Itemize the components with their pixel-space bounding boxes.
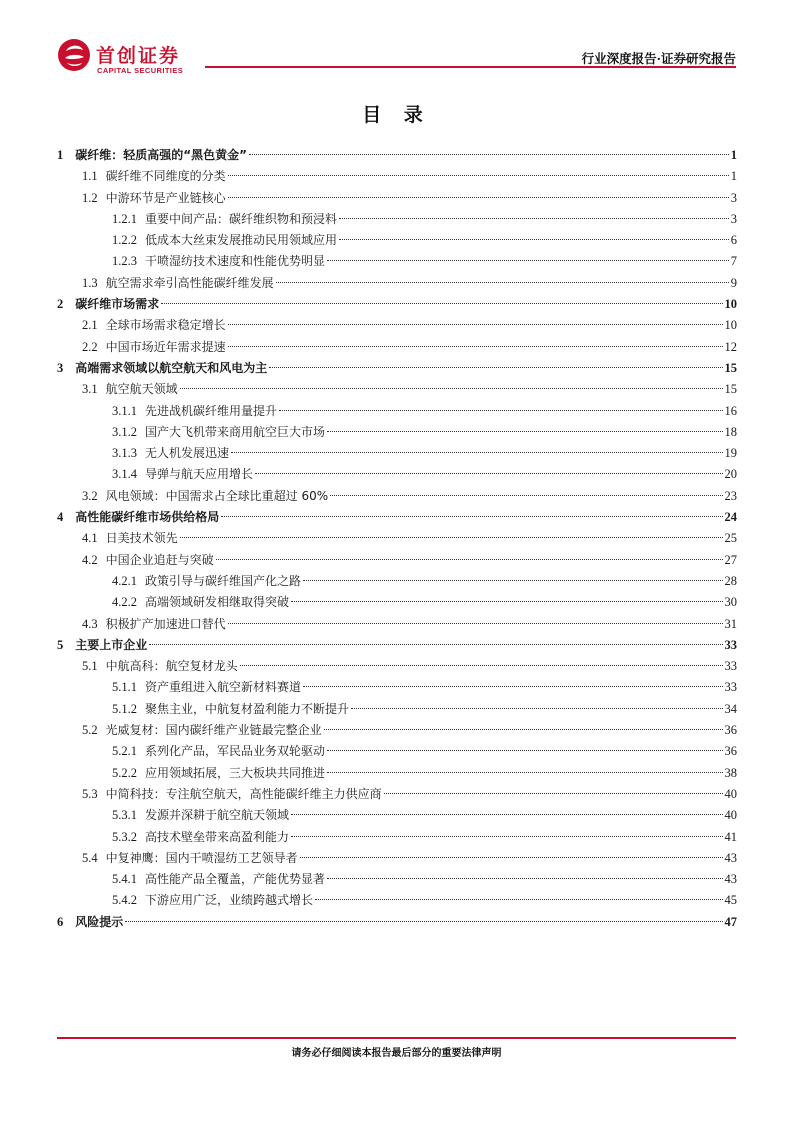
toc-entry-page-number: 36 <box>724 744 737 759</box>
toc-entry-label: 干喷湿纺技术速度和性能优势明显 <box>145 254 326 269</box>
toc-entry[interactable] <box>57 358 737 379</box>
toc-entry[interactable] <box>57 912 737 933</box>
logo-chinese-name: 首创证券 <box>96 45 181 67</box>
toc-leader-dots <box>324 729 723 730</box>
toc-entry[interactable] <box>57 188 737 209</box>
toc-entry-number: 2.1 <box>82 318 98 333</box>
toc-entry-label: 高性能碳纤维市场供给格局 <box>75 510 220 525</box>
toc-entry-label: 风险提示 <box>75 914 124 929</box>
toc-entry-page-number: 12 <box>724 339 737 354</box>
report-type-tag: 行业深度报告·证券研究报告 <box>581 51 736 66</box>
toc-leader-dots <box>303 686 722 687</box>
toc-entry-number: 4 <box>57 510 64 525</box>
toc-entry-page-number: 10 <box>724 318 737 333</box>
toc-entry-number: 5.1.1 <box>112 680 137 695</box>
company-logo <box>57 38 217 78</box>
toc-entry-number: 5.1.2 <box>112 701 137 716</box>
toc-entry[interactable] <box>57 379 737 400</box>
toc-entry[interactable] <box>57 827 737 848</box>
toc-entry-page-number: 38 <box>724 765 737 780</box>
toc-entry[interactable] <box>57 805 737 826</box>
toc-entry-page-number: 3 <box>730 190 737 205</box>
toc-entry-page-number: 20 <box>724 467 737 482</box>
header-divider <box>205 66 736 68</box>
toc-leader-dots <box>228 197 729 198</box>
toc-entry[interactable] <box>57 677 737 698</box>
toc-entry-number: 4.3 <box>82 616 98 631</box>
toc-entry-page-number: 24 <box>724 510 737 525</box>
toc-entry-page-number: 1 <box>730 148 737 162</box>
toc-entry[interactable] <box>57 741 737 762</box>
toc-entry-page-number: 33 <box>724 637 737 652</box>
toc-entry-number: 1 <box>57 148 64 162</box>
toc-entry-label: 全球市场需求稳定增长 <box>105 318 226 333</box>
toc-entry-page-number: 9 <box>730 275 737 290</box>
toc-leader-dots <box>315 899 722 900</box>
toc-entry-label: 国产大飞机带来商用航空巨大市场 <box>145 424 326 439</box>
toc-entry-page-number: 41 <box>724 829 737 844</box>
toc-leader-dots <box>221 516 722 517</box>
toc-entry-label: 碳纤维不同维度的分类 <box>105 169 226 184</box>
toc-leader-dots <box>339 218 729 219</box>
toc-entry-page-number: 43 <box>724 850 737 865</box>
toc-entry-label: 中航高科：航空复材龙头 <box>105 659 238 674</box>
toc-entry-number: 1.3 <box>82 275 98 290</box>
toc-entry-number: 5.4.2 <box>112 893 137 908</box>
toc-entry-number: 2 <box>57 297 64 312</box>
toc-entry-number: 6 <box>57 914 64 929</box>
toc-entry-page-number: 36 <box>724 723 737 738</box>
toc-leader-dots <box>125 921 722 922</box>
toc-entry[interactable] <box>57 656 737 677</box>
toc-entry-label: 系列化产品，军民品业务双轮驱动 <box>145 744 326 759</box>
toc-entry-page-number: 47 <box>724 914 737 929</box>
toc-entry[interactable] <box>57 294 737 315</box>
toc-leader-dots <box>303 580 722 581</box>
toc-entry-number: 3.1.4 <box>112 467 137 482</box>
toc-entry-label: 资产重组进入航空新材料赛道 <box>145 680 302 695</box>
toc-leader-dots <box>327 431 722 432</box>
toc-entry[interactable] <box>57 145 737 166</box>
toc-entry-number: 4.2 <box>82 552 98 567</box>
toc-entry-page-number: 40 <box>724 786 737 801</box>
toc-entry-label: 高端需求领域以航空航天和风电为主 <box>75 360 268 375</box>
toc-leader-dots <box>180 388 723 389</box>
toc-leader-dots <box>228 346 723 347</box>
toc-entry[interactable] <box>57 401 737 422</box>
toc-entry-number: 5.1 <box>82 659 98 674</box>
toc-entry-label: 航空需求牵引高性能碳纤维发展 <box>105 275 274 290</box>
toc-leader-dots <box>291 601 722 602</box>
toc-entry-number: 2.2 <box>82 339 98 354</box>
toc-entry-page-number: 33 <box>724 680 737 695</box>
toc-leader-dots <box>327 750 722 751</box>
toc-entry-page-number: 28 <box>724 573 737 588</box>
toc-entry[interactable] <box>57 571 737 592</box>
toc-entry-number: 5.2 <box>82 723 98 738</box>
toc-leader-dots <box>276 282 729 283</box>
toc-entry-page-number: 31 <box>724 616 737 631</box>
toc-entry-number: 3.1.2 <box>112 424 137 439</box>
toc-entry[interactable] <box>57 443 737 464</box>
toc-entry-label: 下游应用广泛，业绩跨越式增长 <box>145 893 314 908</box>
toc-leader-dots <box>384 793 723 794</box>
toc-entry-number: 4.1 <box>82 531 98 546</box>
toc-entry-label: 应用领域拓展，三大板块共同推进 <box>145 765 326 780</box>
toc-entry-page-number: 7 <box>730 254 737 269</box>
toc-entry-number: 3.1.1 <box>112 403 137 418</box>
toc-leader-dots <box>216 559 723 560</box>
toc-entry[interactable] <box>57 507 737 528</box>
toc-leader-dots <box>149 644 722 645</box>
toc-leader-dots <box>279 410 722 411</box>
toc-leader-dots <box>228 623 723 624</box>
toc-entry-number: 1.2.2 <box>112 233 137 248</box>
toc-entry-label: 先进战机碳纤维用量提升 <box>145 403 278 418</box>
toc-entry-number: 3.1 <box>82 382 98 397</box>
toc-leader-dots <box>327 878 722 879</box>
toc-entry[interactable] <box>57 315 737 336</box>
toc-leader-dots <box>240 665 723 666</box>
toc-entry-page-number: 6 <box>730 233 737 248</box>
toc-leader-dots <box>300 857 723 858</box>
toc-entry-label: 积极扩产加速进口替代 <box>105 616 226 631</box>
toc-entry-number: 5.4 <box>82 850 98 865</box>
toc-entry-label: 碳纤维：轻质高强的“黑色黄金” <box>75 148 248 162</box>
toc-entry[interactable] <box>57 592 737 613</box>
toc-entry-label: 高性能产品全覆盖，产能优势显著 <box>145 872 326 887</box>
toc-entry-label: 中简科技：专注航空航天，高性能碳纤维主力供应商 <box>105 786 382 801</box>
toc-entry-label: 发源并深耕于航空航天领域 <box>145 808 290 823</box>
toc-entry[interactable] <box>57 209 737 230</box>
toc-entry-label: 低成本大丝束发展推动民用领域应用 <box>145 233 338 248</box>
toc-entry[interactable] <box>57 699 737 720</box>
toc-entry-page-number: 23 <box>724 488 737 503</box>
toc-entry-number: 4.2.2 <box>112 595 137 610</box>
toc-entry-label: 高技术壁垒带来高盈利能力 <box>145 829 290 844</box>
footer-divider <box>57 1037 736 1039</box>
toc-leader-dots <box>161 303 722 304</box>
toc-entry[interactable] <box>57 784 737 805</box>
toc-entry-page-number: 16 <box>724 403 737 418</box>
toc-entry-number: 5.2.1 <box>112 744 137 759</box>
toc-entry-label: 航空航天领域 <box>105 382 178 397</box>
toc-entry-page-number: 19 <box>724 446 737 461</box>
toc-entry-label: 中国企业追赶与突破 <box>105 552 214 567</box>
toc-entry-page-number: 15 <box>724 382 737 397</box>
toc-entry-number: 1.2 <box>82 190 98 205</box>
toc-entry[interactable] <box>57 635 737 656</box>
toc-entry[interactable] <box>57 230 737 251</box>
toc-entry-page-number: 25 <box>724 531 737 546</box>
toc-entry-number: 3.2 <box>82 488 98 503</box>
toc-entry[interactable] <box>57 890 737 911</box>
toc-leader-dots <box>180 537 723 538</box>
toc-entry-page-number: 45 <box>724 893 737 908</box>
toc-entry-label: 导弹与航天应用增长 <box>145 467 254 482</box>
toc-entry[interactable] <box>57 166 737 187</box>
logo-english-name: CAPITAL SECURITIES <box>97 66 184 75</box>
toc-entry-label: 碳纤维市场需求 <box>75 297 160 312</box>
toc-entry-label: 光威复材：国内碳纤维产业链最完整企业 <box>105 723 322 738</box>
toc-entry[interactable] <box>57 273 737 294</box>
toc-entry-page-number: 15 <box>724 360 737 375</box>
toc-entry-label: 聚焦主业，中航复材盈利能力不断提升 <box>145 701 350 716</box>
toc-entry[interactable] <box>57 422 737 443</box>
toc-entry-label: 中复神鹰：国内干喷湿纺工艺领导者 <box>105 850 298 865</box>
toc-entry-number: 5 <box>57 637 64 652</box>
toc-entry[interactable] <box>57 337 737 358</box>
toc-entry[interactable] <box>57 763 737 784</box>
toc-entry[interactable] <box>57 869 737 890</box>
toc-entry[interactable] <box>57 486 737 507</box>
toc-entry-page-number: 30 <box>724 595 737 610</box>
toc-entry-label: 重要中间产品：碳纤维织物和预浸料 <box>145 211 338 226</box>
toc-leader-dots <box>339 239 729 240</box>
toc-entry-page-number: 18 <box>724 424 737 439</box>
toc-entry-label: 主要上市企业 <box>75 637 148 652</box>
toc-leader-dots <box>255 473 722 474</box>
toc-entry[interactable] <box>57 464 737 485</box>
toc-entry-label: 中国市场近年需求提速 <box>105 339 226 354</box>
toc-entry-number: 5.3.1 <box>112 808 137 823</box>
toc-entry-label: 日美技术领先 <box>105 531 178 546</box>
toc-leader-dots <box>228 324 723 325</box>
toc-entry[interactable] <box>57 848 737 869</box>
toc-entry-number: 1.2.3 <box>112 254 137 269</box>
toc-entry-label: 政策引导与碳纤维国产化之路 <box>145 573 302 588</box>
toc-leader-dots <box>269 367 722 368</box>
toc-leader-dots <box>291 836 722 837</box>
toc-entry[interactable] <box>57 720 737 741</box>
table-of-contents <box>57 145 737 933</box>
toc-title: 目 录 <box>362 104 431 126</box>
toc-entry-number: 5.2.2 <box>112 765 137 780</box>
toc-entry-page-number: 1 <box>730 169 737 184</box>
legal-disclaimer: 请务必仔细阅读本报告最后部分的重要法律声明 <box>291 1048 502 1059</box>
toc-entry-page-number: 33 <box>724 659 737 674</box>
toc-entry-page-number: 10 <box>724 297 737 312</box>
toc-leader-dots <box>291 814 722 815</box>
toc-entry-label: 无人机发展迅速 <box>145 446 230 461</box>
toc-entry-label: 中游环节是产业链核心 <box>105 190 226 205</box>
toc-entry-page-number: 34 <box>724 701 737 716</box>
toc-entry-label: 风电领域：中国需求占全球比重超过 60% <box>105 488 329 503</box>
toc-entry-number: 1.2.1 <box>112 211 137 226</box>
page-header <box>0 0 793 80</box>
toc-leader-dots <box>249 154 729 155</box>
toc-entry-number: 3.1.3 <box>112 446 137 461</box>
toc-entry-page-number: 27 <box>724 552 737 567</box>
toc-entry[interactable] <box>57 550 737 571</box>
toc-entry-page-number: 3 <box>730 211 737 226</box>
toc-leader-dots <box>231 452 722 453</box>
toc-leader-dots <box>327 772 722 773</box>
toc-entry-page-number: 40 <box>724 808 737 823</box>
toc-entry[interactable] <box>57 528 737 549</box>
toc-leader-dots <box>351 708 722 709</box>
toc-entry-number: 5.3.2 <box>112 829 137 844</box>
toc-entry-number: 5.4.1 <box>112 872 137 887</box>
toc-entry[interactable] <box>57 251 737 272</box>
toc-leader-dots <box>327 260 729 261</box>
toc-entry[interactable] <box>57 614 737 635</box>
toc-leader-dots <box>228 175 729 176</box>
company-logo-icon <box>57 38 91 72</box>
toc-entry-number: 1.1 <box>82 169 98 184</box>
toc-leader-dots <box>330 495 722 496</box>
toc-entry-number: 3 <box>57 360 64 375</box>
toc-entry-label: 高端领域研发相继取得突破 <box>145 595 290 610</box>
toc-entry-page-number: 43 <box>724 872 737 887</box>
toc-entry-number: 4.2.1 <box>112 573 137 588</box>
toc-entry-number: 5.3 <box>82 786 98 801</box>
